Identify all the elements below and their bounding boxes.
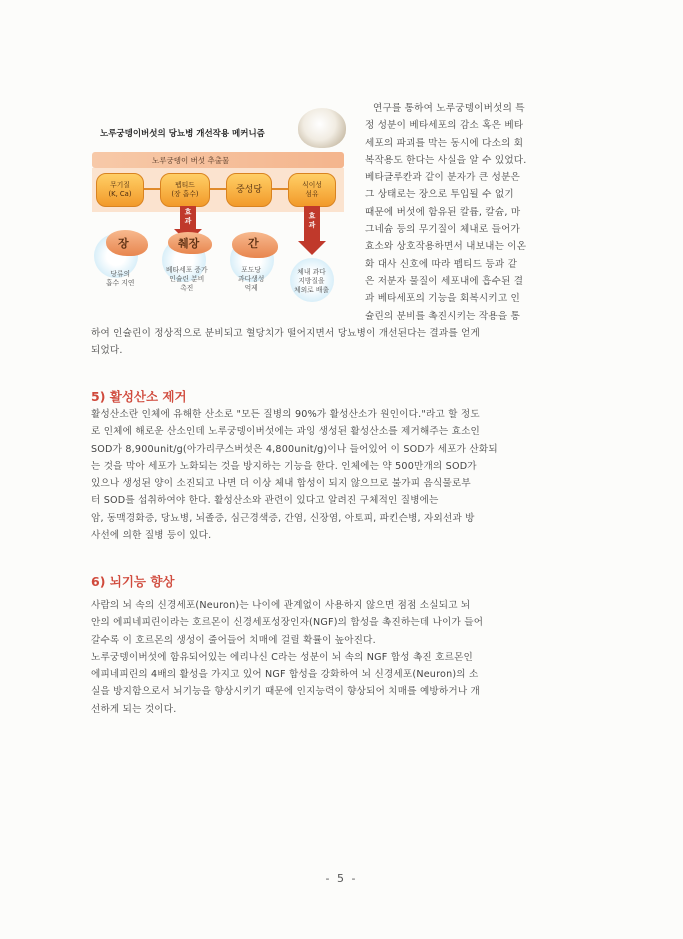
section6-heading: 6) 뇌기능 향상: [91, 574, 175, 589]
intro-continuation: 하여 인슐린이 정상적으로 분비되고 혈당치가 떨어지면서 당뇨병이 개선된다는 결과를 얻게 되었다.: [91, 328, 481, 357]
ingredient-pill: 무기질 (K, Ca): [96, 173, 144, 207]
ingredient-pill: 식이성 섬유: [288, 173, 336, 207]
effect-label: 효과: [308, 212, 316, 229]
organ-name: 장: [118, 237, 129, 250]
mushroom-image: [298, 108, 346, 148]
arrow-tip-icon: [298, 241, 326, 255]
ingredient-pill: 중성당: [226, 173, 272, 207]
section5-body: 활성산소란 인체에 유해한 산소로 "모든 질병의 90%가 활성산소가 원인이다."라고 할 정도 로 인체에 해로운 산소인데 노루궁뎅이버섯에는 과잉 생성된 활성산소를 제거해주는 효소인 SOD가 8,900unit/g(아가리쿠스버섯은 4,800unit/g)이나 들어있어 이 SOD가 세포가 산화되 는 것을 막아 세포가 노화되는 것을 방지하는 기능을 한다. 인체에는 약 500만개의 SOD가 있으나 생성된 양이 소진되고 나면 더 이상 체내 합성이 되지 않으므로 불가피 음식물로부 터 SOD를 섭취하여야 한다. 활성산소와 관련이 있다고 알려진 구체적인 질병에는 암, 동맥경화증, 당뇨병, 뇌졸증, 심근경색증, 간염, 신장염, 아토피, 파킨슨병, 자외선과 방 사선에 의한 질병 등이 있다.: [91, 409, 498, 542]
figure-title: 노루궁뎅이버섯의 당뇨병 개선작용 메커니즘: [100, 129, 265, 139]
ingredient-pill: 펩티드 (장 흡수): [160, 173, 210, 207]
organ-name: 간: [248, 237, 259, 250]
organ-desc: 포도당 과다생성 억제: [238, 266, 265, 292]
organ-name: 췌장: [178, 237, 200, 250]
section6-body: 사람의 뇌 속의 신경세포(Neuron)는 나이에 관계없이 사용하지 않으면 점점 소실되고 뇌 안의 에피네피린이라는 호르몬이 신경세포성장인자(NGF)의 합성을 촉진하는데 나이가 들어 갈수록 이 호르몬의 생성이 줄어들어 치매에 걸릴 확률이 높아진다. 노루궁뎅이버섯에 함유되어있는 에리나신 C라는 성분이 뇌 속의 NGF 합성 촉진 호르몬인 에피네피린의 4배의 활성을 가지고 있어 NGF 합성을 강화하여 뇌 신경세포(Neuron)의 소 실을 방지함으로서 뇌기능을 향상시키기 때문에 인지능력이 향상되어 치매를 예방하거나 개 선하게 되는 것이다.: [91, 600, 484, 715]
mechanism-figure: [88, 108, 346, 313]
organ-desc: 베타세포 증가 인슐린 분비 촉진: [166, 266, 208, 292]
page-number: - 5 -: [325, 872, 358, 885]
section5-heading: 5) 활성산소 제거: [91, 389, 187, 404]
organ-desc: 체내 과다 지방질을 체외로 배출: [294, 268, 329, 294]
effect-label: 효과: [184, 208, 192, 225]
organ-desc: 당류의 흡수 지연: [106, 270, 135, 287]
extract-label: 노루궁뎅이 버섯 추출물: [152, 156, 230, 165]
intro-column: 연구를 통하여 노루궁뎅이버섯의 특 정 성분이 베타세포의 감소 혹은 베타 세포의 파괴를 막는 동시에 다소의 회 복작용도 한다는 사실을 알 수 있었다. 베타글루칸과 같이 분자가 큰 성분은 그 상태로는 장으로 투입될 수 없기 때문에 버섯에 함유된 칼륨, 칼슘, 마 그네슘 등의 무기질이 체내로 들어가 효소와 상호작용하면서 내보내는 이온 화 대사 신호에 따라 펩티드 등과 같 은 저분자 물질이 세포내에 흡수된 결 과 베타세포의 기능을 회복시키고 인 슐린의 분비를 촉진시키는 작용을 통: [365, 103, 527, 322]
